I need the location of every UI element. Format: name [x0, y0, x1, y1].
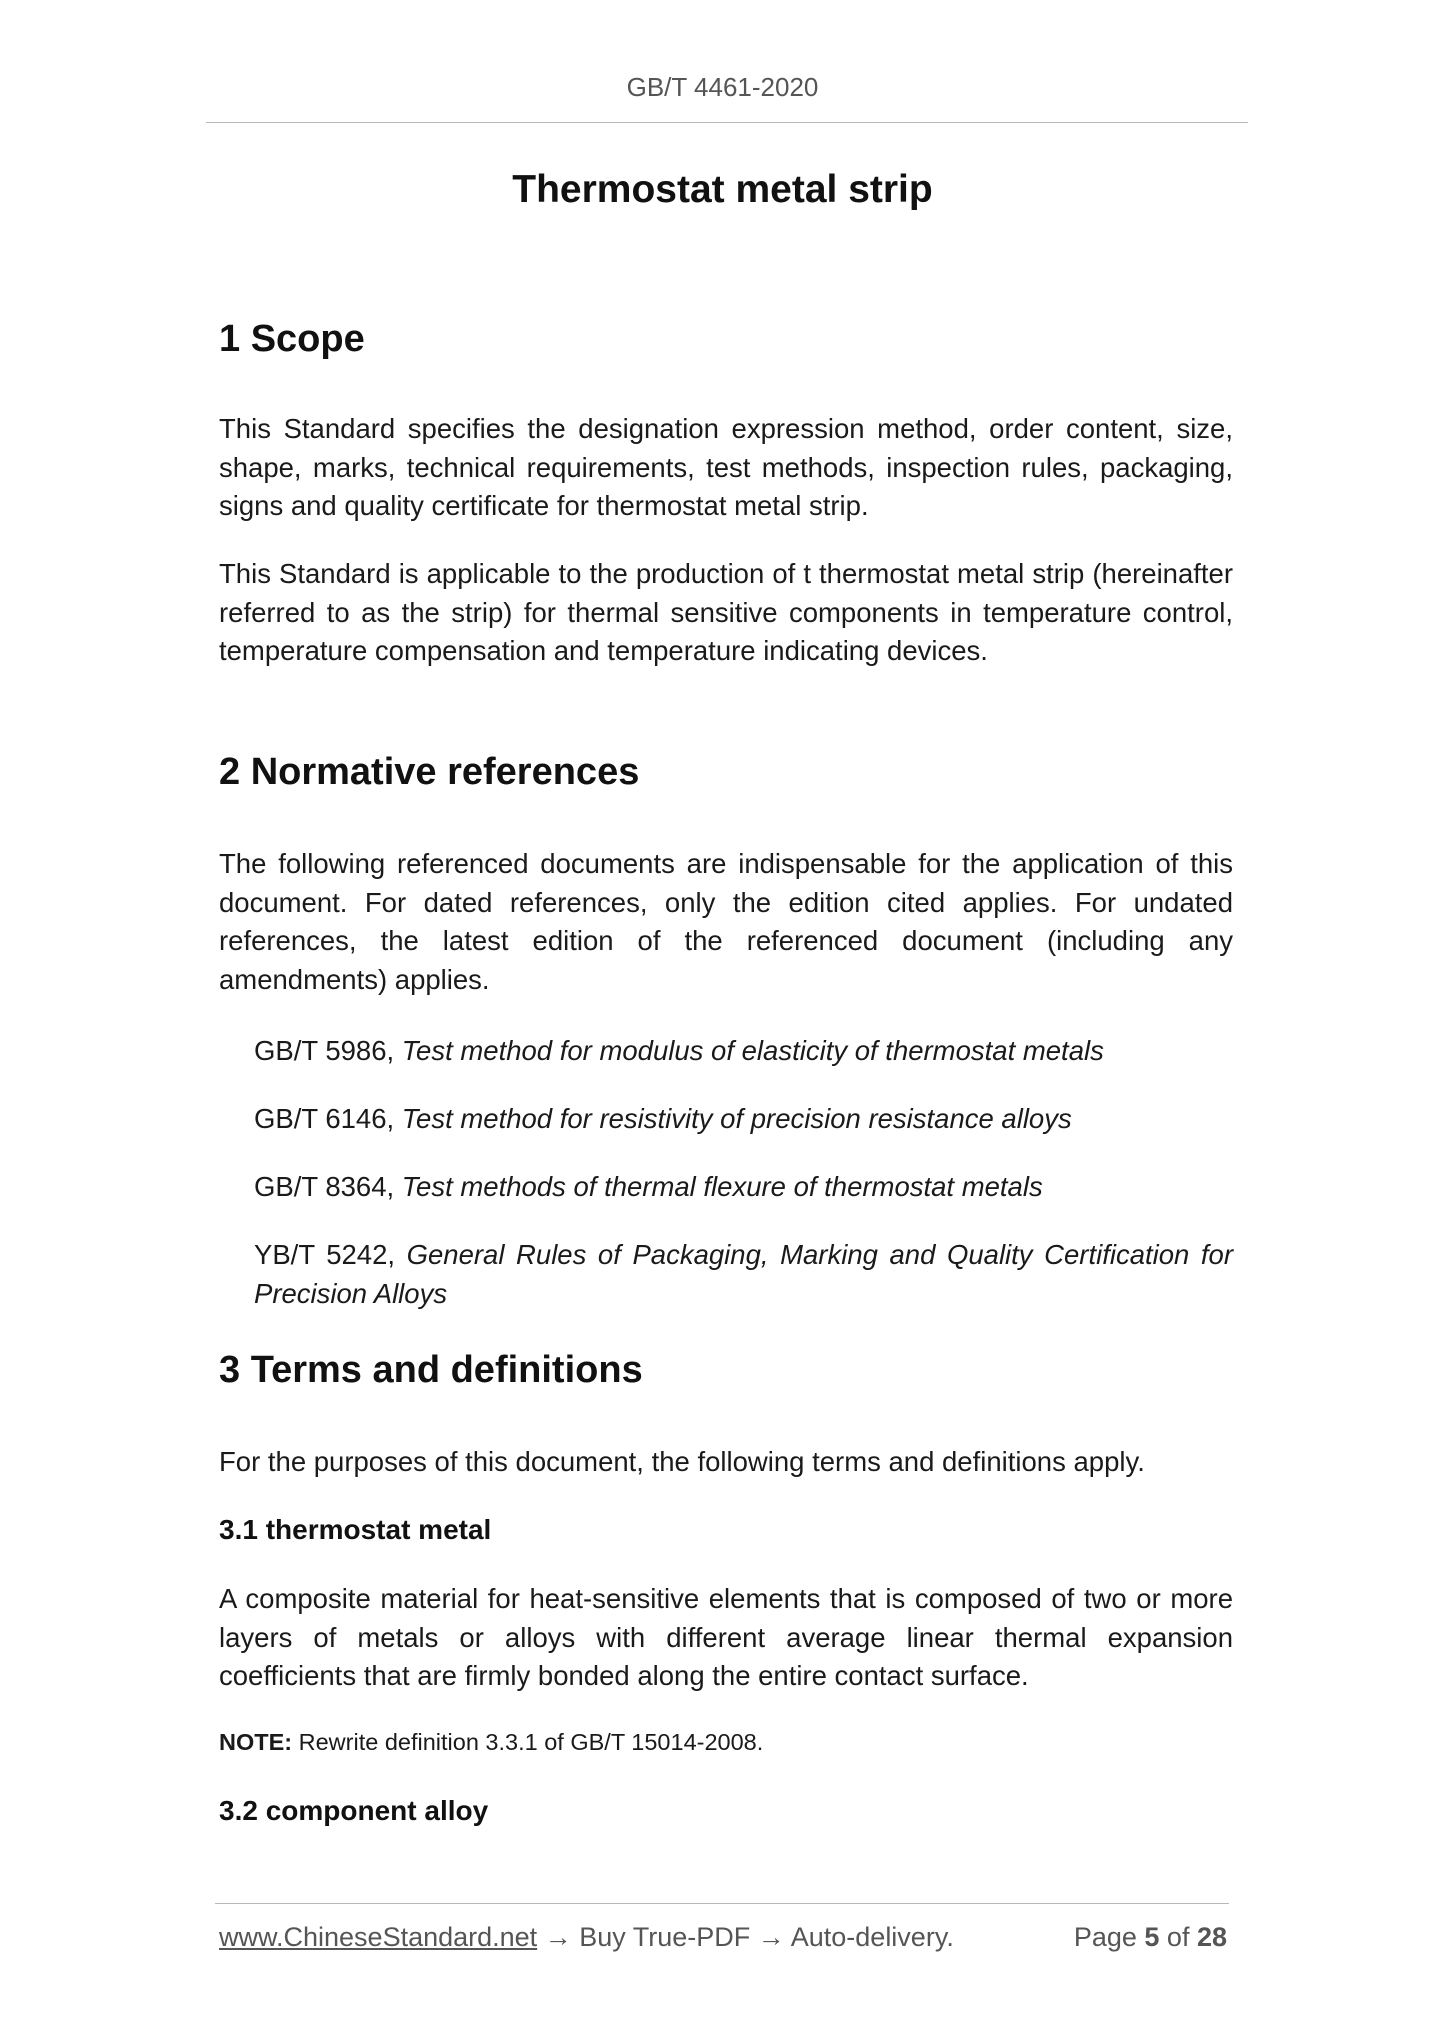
- reference-code: GB/T 5986,: [254, 1035, 402, 1066]
- terms-intro-paragraph: For the purposes of this document, the following terms and definitions apply.: [219, 1446, 1145, 1477]
- page-indicator: [1074, 1922, 1227, 1953]
- note-text: Rewrite definition 3.3.1 of GB/T 15014-2008.: [292, 1729, 764, 1755]
- reference-code: GB/T 8364,: [254, 1171, 402, 1202]
- website-link[interactable]: www.ChineseStandard.net: [219, 1922, 538, 1952]
- note-label: NOTE:: [219, 1729, 293, 1755]
- header-divider: [206, 122, 1248, 123]
- page-label: Page: [1073, 1922, 1145, 1952]
- reference-item: [254, 1100, 1233, 1139]
- reference-title: General Rules of Packaging, Marking and Quality Certification for Precision Alloys: [254, 1239, 1234, 1309]
- reference-code: GB/T 6146,: [254, 1103, 402, 1134]
- section-heading-normative-references: 2 Normative references: [219, 751, 640, 793]
- reference-item: [254, 1168, 1233, 1207]
- header-standard-code: GB/T 4461-2020: [626, 72, 819, 102]
- reference-code: YB/T 5242,: [254, 1239, 407, 1270]
- reference-item: [254, 1236, 1233, 1313]
- reference-item: [254, 1032, 1233, 1071]
- page-total: 28: [1196, 1922, 1227, 1952]
- page-of: of: [1159, 1922, 1197, 1952]
- section-heading-terms-and-definitions: 3 Terms and definitions: [219, 1349, 643, 1391]
- term-note: [219, 1729, 763, 1756]
- term-heading-thermostat-metal: 3.1 thermostat metal: [219, 1514, 492, 1545]
- scope-paragraph-2: This Standard is applicable to the production of t thermostat metal strip (hereinafter referred to as the strip) for thermal sensitive components in temperature control, temperature compensation and temperature indicating devices.: [219, 558, 1233, 666]
- normative-references-paragraph: The following referenced documents are indispensable for the application of this document. For dated references, only the edition cited applies. For undated references, the latest edition of the referenced document (including any amendments) applies.: [219, 848, 1233, 995]
- page-current: 5: [1144, 1922, 1160, 1952]
- document-title: Thermostat metal strip: [512, 168, 933, 211]
- reference-title: Test method for modulus of elasticity of thermostat metals: [401, 1035, 1104, 1066]
- term-definition-thermostat-metal: A composite material for heat-sensitive elements that is composed of two or more layers of metals or alloys with different average linear thermal expansion coefficients that are firmly bonded along the entire contact surface.: [219, 1583, 1233, 1691]
- section-heading-scope: 1 Scope: [219, 318, 365, 360]
- reference-title: Test methods of thermal flexure of thermostat metals: [401, 1171, 1043, 1202]
- page-footer: [219, 1922, 1227, 1953]
- term-heading-component-alloy: 3.2 component alloy: [219, 1795, 489, 1826]
- reference-title: Test method for resistivity of precision resistance alloys: [401, 1103, 1072, 1134]
- footer-cta: → Buy True-PDF → Auto-delivery.: [537, 1922, 954, 1952]
- scope-paragraph-1: This Standard specifies the designation expression method, order content, size, shape, marks, technical requirements, test methods, inspection rules, packaging, signs and quality certificate for thermostat metal strip.: [219, 413, 1233, 521]
- footer-divider: [215, 1903, 1229, 1904]
